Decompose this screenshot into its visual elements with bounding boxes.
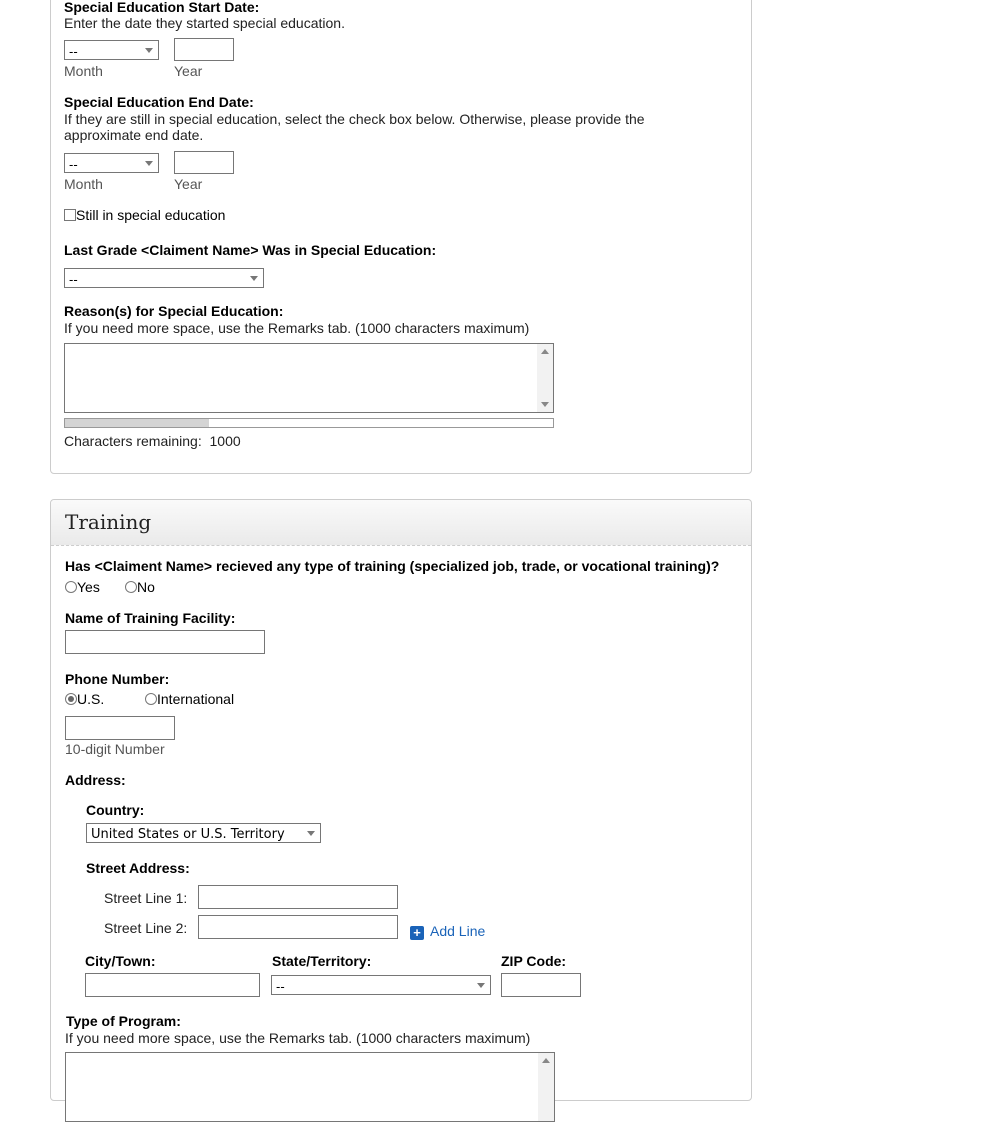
training-question: Has <Claiment Name> recieved any type of training (specialized job, trade, or vocational training)? — [65, 558, 720, 574]
still-in-special-ed-checkbox[interactable] — [64, 209, 76, 221]
special-ed-end-hint-2: approximate end date. — [64, 127, 204, 143]
end-month-select[interactable]: -- — [64, 153, 159, 173]
city-label: City/Town: — [85, 953, 156, 969]
characters-remaining-value: 1000 — [209, 433, 241, 449]
scroll-up-icon[interactable] — [541, 349, 549, 354]
program-type-label: Type of Program: — [66, 1013, 181, 1029]
street-line-1-input[interactable] — [198, 885, 398, 909]
special-ed-start-hint: Enter the date they started special education. — [64, 15, 345, 31]
scroll-down-icon[interactable] — [541, 402, 549, 407]
training-title: Training — [65, 510, 152, 534]
end-month-caption: Month — [64, 176, 103, 192]
characters-progress-bar — [64, 418, 554, 428]
textarea-scrollbar[interactable] — [538, 1053, 554, 1121]
chevron-down-icon — [307, 831, 315, 836]
training-no-option[interactable] — [125, 579, 155, 595]
phone-us-label: U.S. — [77, 691, 105, 707]
start-year-caption: Year — [174, 63, 203, 79]
chevron-down-icon — [145, 48, 153, 53]
program-type-hint: If you need more space, use the Remarks tab. (1000 characters maximum) — [65, 1030, 531, 1046]
phone-intl-label: International — [157, 691, 235, 707]
phone-input[interactable] — [65, 716, 175, 740]
phone-us-option[interactable] — [65, 691, 104, 707]
training-header — [51, 500, 751, 546]
street-line-2-input[interactable] — [198, 915, 398, 939]
street-address-label: Street Address: — [86, 860, 190, 876]
phone-caption: 10-digit Number — [65, 741, 165, 757]
special-ed-end-hint-1: If they are still in special education, select the check box below. Otherwise, please provide the — [64, 111, 645, 127]
zip-label: ZIP Code: — [501, 953, 567, 969]
phone-label: Phone Number: — [65, 671, 170, 687]
chevron-down-icon — [250, 276, 258, 281]
training-yes-radio[interactable] — [65, 581, 77, 593]
phone-intl-option[interactable] — [145, 691, 234, 707]
start-year-input[interactable] — [174, 38, 234, 61]
start-month-select[interactable]: -- — [64, 40, 159, 60]
street-line-2-label: Street Line 2: — [104, 920, 188, 936]
program-type-textarea[interactable] — [65, 1052, 555, 1122]
country-label: Country: — [86, 802, 145, 818]
textarea-scrollbar[interactable] — [537, 344, 553, 412]
chevron-down-icon — [145, 161, 153, 166]
reason-label: Reason(s) for Special Education: — [64, 303, 284, 319]
scroll-up-icon[interactable] — [542, 1058, 550, 1063]
country-select[interactable]: United States or U.S. Territory — [86, 823, 321, 843]
plus-icon: + — [410, 926, 424, 940]
add-line-label: Add Line — [430, 923, 486, 939]
training-no-label: No — [137, 579, 155, 595]
phone-intl-radio[interactable] — [145, 693, 157, 705]
address-label: Address: — [65, 772, 126, 788]
facility-label: Name of Training Facility: — [65, 610, 236, 626]
characters-remaining — [64, 433, 241, 449]
facility-input[interactable] — [65, 630, 265, 654]
city-input[interactable] — [85, 973, 260, 997]
end-year-input[interactable] — [174, 151, 234, 174]
street-line-1-label: Street Line 1: — [104, 890, 188, 906]
zip-input[interactable] — [501, 973, 581, 997]
training-no-radio[interactable] — [125, 581, 137, 593]
last-grade-label: Last Grade <Claiment Name> Was in Special Education: — [64, 242, 437, 258]
reason-textarea[interactable] — [64, 343, 554, 413]
characters-remaining-label: Characters remaining: — [64, 433, 202, 449]
phone-us-radio[interactable] — [65, 693, 77, 705]
end-year-caption: Year — [174, 176, 203, 192]
training-yes-option[interactable] — [65, 579, 100, 595]
special-ed-start-label: Special Education Start Date: — [64, 0, 260, 15]
chevron-down-icon — [477, 983, 485, 988]
training-panel — [50, 499, 752, 1101]
state-select[interactable]: -- — [271, 975, 491, 995]
still-in-special-ed-option[interactable] — [64, 207, 225, 223]
state-label: State/Territory: — [272, 953, 372, 969]
start-month-caption: Month — [64, 63, 103, 79]
last-grade-select[interactable]: -- — [64, 268, 264, 288]
special-ed-end-label: Special Education End Date: — [64, 94, 254, 110]
reason-hint: If you need more space, use the Remarks tab. (1000 characters maximum) — [64, 320, 530, 336]
training-yes-label: Yes — [77, 579, 100, 595]
add-line-button[interactable] — [410, 923, 485, 940]
still-in-special-ed-label: Still in special education — [76, 207, 226, 223]
